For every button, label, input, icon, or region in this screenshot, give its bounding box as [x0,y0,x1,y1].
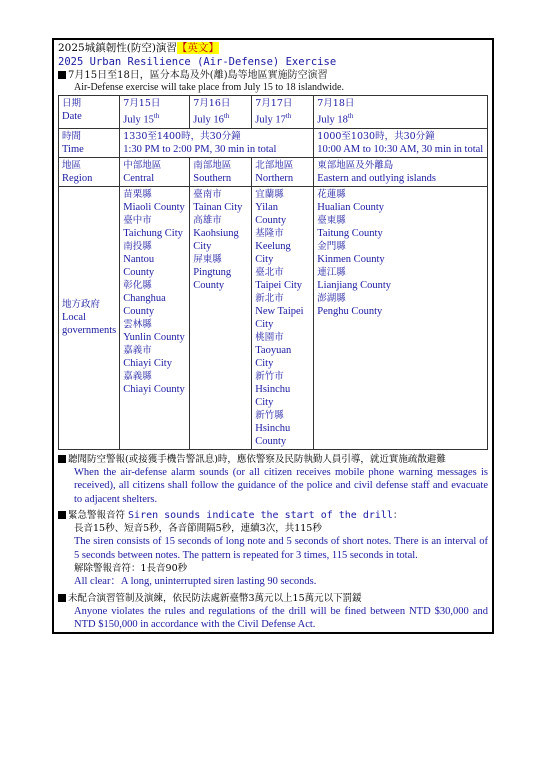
region-cell: 北部地區 Northern [252,157,314,186]
southern-governments: 臺南市 Tainan City 高雄市 Kaohsiung City 屏東縣 Pingtung County [190,186,252,449]
title-tag: 【英文】 [176,42,219,54]
intro-en: Air-Defense exercise will take place from July 15 to 18 islandwide. [74,82,344,93]
intro-zh: 7月15日至18日，區分本島及外(離)島等地區實施防空演習 [68,70,328,81]
date-cell: 7月16日 July 16th [190,96,252,129]
table-row-region [59,157,488,186]
title-en: 2025 Urban Resilience (Air-Defense) Exercise [58,56,337,68]
square-bullet-icon [58,594,66,602]
region-cell: 南部地區 Southern [190,157,252,186]
all-clear-zh: 解除警報音符：1長音90秒 [74,563,188,574]
siren-title-zh: 緊急警報音符 [68,510,129,521]
fine-en: Anyone violates the rules and regulations of the drill will be fined between NTD $30,000 and NTD $150,000 in accordance with the Civil Defense Act. [74,605,488,630]
region-cell: 中部地區 Central [120,157,190,186]
date-cell: 7月17日 July 17th [252,96,314,129]
siren-desc-zh: 長音15秒、短音5秒，各音節間隔5秒，連續3次，共115秒 [74,523,322,534]
region-label: 地區 Region [59,157,120,186]
siren-title-en: Siren sounds indicate the start of the drill [128,510,393,521]
title-zh: 2025城鎮韌性(防空)演習 [58,42,177,54]
region-cell: 東部地區及外離島 Eastern and outlying islands [314,157,488,186]
fine-zh: 未配合演習管制及演練，依民防法處新臺幣3萬元以上15萬元以下罰鍰 [68,592,362,604]
alarm-en: When the air-defense alarm sounds (or all citizen receives mobile phone warning messages is received), all citizens shall follow the guidance of the police and civil defense staff and evacuate to adjacent shelters. [74,466,488,505]
document-frame [52,38,494,634]
table-row-date [59,96,488,129]
siren-section: 緊急警報音符 Siren sounds indicate the start of the drill： 長音15秒、短音5秒，各音節間隔5秒，連續3次，共115秒 The siren consists of 15 seconds of long note and 5 seconds of short notes. There is an interval of 5 seconds between notes. The pattern is repeated for 3 times, 115 seconds in total. 解除警報音符：1長音90秒 All clear：A long, uninterrupted siren lasting 90 seconds. [58,509,488,589]
square-bullet-icon [58,71,66,79]
exercise-schedule-table [58,95,488,450]
governments-label: 地方政府 Local governments [59,186,120,449]
table-row-governments [59,186,488,449]
eastern-governments: 花蓮縣 Hualian County 臺東縣 Taitung County 金門縣 Kinmen County 連江縣 Lianjiang County 澎湖縣 Penghu County [314,186,488,449]
date-cell: 7月18日 July 18th [314,96,488,129]
siren-desc-en: The siren consists of 15 seconds of long note and 5 seconds of short notes. There is an interval of 5 seconds between notes. The pattern is repeated for 3 times, 115 seconds in total. [74,536,488,561]
alarm-zh: 聽聞防空警報(或接獲手機告警訊息)時，應依警察及民防執勤人員引導，就近實施疏散避難 [68,453,446,465]
fine-section [58,592,488,632]
alarm-section [58,453,488,507]
northern-governments: 宜蘭縣 Yilan County 基隆市 Keelung City 臺北市 Taipei City 新北市 New Taipei City 桃園市 Taoyuan City 新竹市 Hsinchu City 新竹縣 Hsinchu County [252,186,314,449]
time-last-cell: 1000至1030時，共30分鐘 10:00 AM to 10:30 AM, 30 min in total [314,128,488,157]
date-cell: 7月15日 July 15th [120,96,190,129]
square-bullet-icon [58,455,66,463]
intro-zh-line [58,69,488,82]
date-label: 日期 Date [59,96,120,129]
document-title [58,42,488,55]
time-main-cell: 1330至1400時，共30分鐘 1:30 PM to 2:00 PM, 30 min in total [120,128,314,157]
all-clear-en: All clear：A long, uninterrupted siren lasting 90 seconds. [74,576,317,587]
time-label: 時間 Time [59,128,120,157]
central-governments: 苗栗縣 Miaoli County 臺中市 Taichung City 南投縣 Nantou County 彰化縣 Changhua County 雲林縣 Yunlin County 嘉義市 Chiayi City 嘉義縣 Chiayi County [120,186,190,449]
square-bullet-icon [58,511,66,519]
table-row-time [59,128,488,157]
